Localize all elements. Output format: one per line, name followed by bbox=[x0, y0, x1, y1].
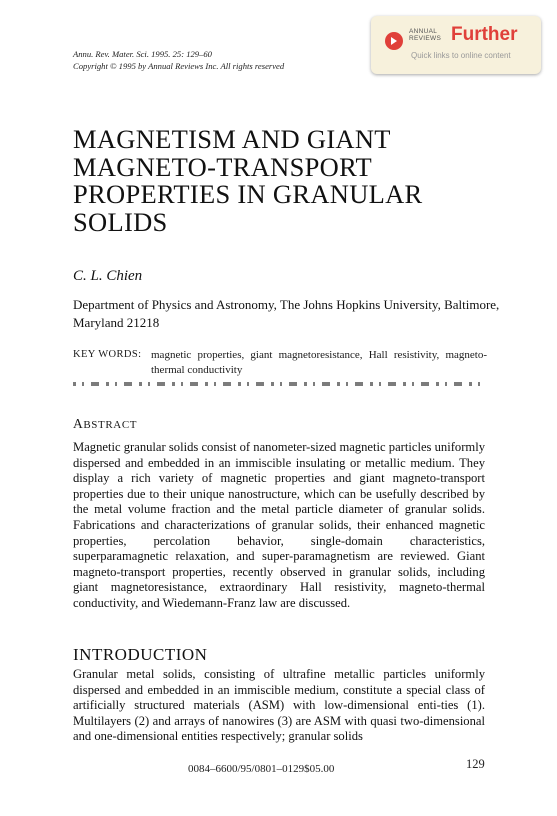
further-title: Further bbox=[451, 24, 518, 45]
issn-code: 0084–6600/95/0801–0129$05.00 bbox=[188, 763, 335, 775]
citation-line-1: Annu. Rev. Mater. Sci. 1995. 25: 129–60 bbox=[73, 49, 212, 59]
page-number: 129 bbox=[466, 757, 485, 771]
introduction-heading: INTRODUCTION bbox=[73, 645, 208, 664]
author-affiliation: Department of Physics and Astronomy, The Johns Hopkins University, Baltimore, Maryland 21218 bbox=[73, 297, 500, 330]
abstract-heading-initial: A bbox=[73, 416, 84, 431]
abstract-body: Magnetic granular solids consist of nanometer-sized magnetic particles uniformly dispersed and embedded in an immiscible insulating or metallic medium. They display a rich variety of magnetic properties and giant magneto-transport properties due to their unique nanostructure, which can be usefully described by the metal volume fraction and the metal particle diameter of granular solids. Fabrications and characterizations of granular solids, their enhanced magnetic properties, percolation behavior, single-domain characteristics, superparamagnetic relaxation, and super-paramagnetism are reviewed. Giant magneto-transport properties, recently observed in granular solids, including giant magnetoresistance, extraordinary Hall resistivity, magneto-thermal conductivity, and Wiedemann-Franz law are discussed. bbox=[73, 440, 485, 610]
introduction-body: Granular metal solids, consisting of ultrafine metallic particles uniformly dispersed and embedded in an immiscible medium, constitute a special class of artificially structured materials (ASM) with low-dimensional enti-ties (1). Multilayers (2) and arrays of nanowires (3) are ASM with quasi two-dimensional and one-dimensional entities respectively; granular solids bbox=[73, 667, 485, 744]
keywords-list: magnetic properties, giant magnetoresistance, Hall resistivity, magneto-thermal conductivity bbox=[151, 349, 487, 376]
journal-citation bbox=[73, 49, 284, 72]
further-subtitle: Quick links to online content bbox=[411, 51, 511, 60]
keywords-label: KEY WORDS: bbox=[73, 349, 142, 360]
citation-line-2: Copyright © 1995 by Annual Reviews Inc. All rights reserved bbox=[73, 60, 285, 71]
abstract-heading bbox=[73, 416, 137, 432]
scan-artifact-line bbox=[73, 382, 485, 386]
paper-title: MAGNETISM AND GIANT MAGNETO-TRANSPORT PROPERTIES IN GRANULAR SOLIDS bbox=[73, 124, 423, 237]
further-links-badge[interactable] bbox=[371, 16, 541, 74]
annual-reviews-brand: ANNUAL REVIEWS bbox=[409, 28, 442, 42]
annual-reviews-logo-icon bbox=[385, 32, 403, 50]
author-name: C. L. Chien bbox=[73, 268, 143, 284]
abstract-heading-rest: BSTRACT bbox=[83, 419, 138, 431]
